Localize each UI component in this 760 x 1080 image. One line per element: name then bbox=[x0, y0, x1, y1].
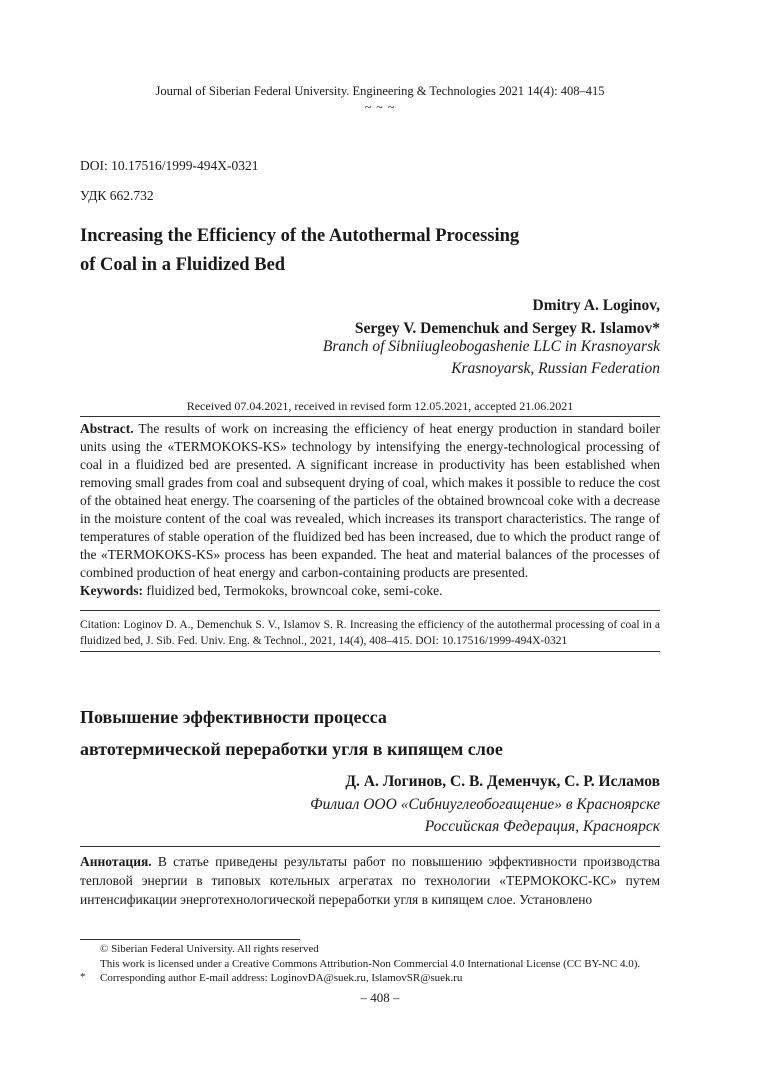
ru-affiliation-line-1: Филиал ООО «Сибниуглеобогащение» в Красноярске bbox=[310, 796, 660, 813]
ru-abstract bbox=[80, 852, 660, 909]
ru-title-line-2: автотермической переработки угля в кипящем слое bbox=[80, 739, 503, 759]
keywords-text: fluidized bed, Termokoks, browncoal coke, semi-coke. bbox=[143, 583, 443, 598]
footnote-rule bbox=[80, 939, 300, 940]
citation-top-rule bbox=[80, 610, 660, 611]
paper-title bbox=[80, 222, 640, 280]
citation-bottom-rule bbox=[80, 651, 660, 652]
footnote-copyright: © Siberian Federal University. All rights reserved bbox=[100, 943, 319, 955]
paper-title-line-1: Increasing the Efficiency of the Autothermal Processing bbox=[80, 226, 520, 246]
header-ornament: ~ ~ ~ bbox=[364, 100, 396, 114]
affiliation bbox=[323, 336, 660, 380]
ru-abstract-text: В статье приведены результаты работ по повышению эффективности производства тепловой энергии в типовых котельных агрегатах по технологии «ТЕРМОКОКС-КС» путем интенсификации энерготехнологической переработки угля в кипящем слое. Установлено bbox=[80, 854, 660, 907]
ru-title bbox=[80, 701, 680, 765]
page-number: – 408 – bbox=[360, 990, 400, 1005]
footnote-license: This work is licensed under a Creative Commons Attribution-Non Commercial 4.0 International License (CC BY-NC 4.0). bbox=[100, 958, 641, 970]
affiliation-line-1: Branch of Sibniiugleobogashenie LLC in Krasnoyarsk bbox=[322, 338, 660, 355]
abstract bbox=[80, 420, 660, 582]
udk: УДК 662.732 bbox=[80, 188, 154, 203]
ru-affiliation-line-2: Российская Федерация, Красноярск bbox=[424, 818, 660, 835]
keywords bbox=[80, 583, 660, 599]
ru-authors: Д. А. Логинов, С. В. Деменчук, С. Р. Исламов bbox=[345, 773, 660, 790]
ru-title-line-1: Повышение эффективности процесса bbox=[80, 707, 387, 727]
abstract-top-rule bbox=[80, 416, 660, 417]
footnote-star: * bbox=[80, 971, 86, 983]
footnote-corresponding: Corresponding author E-mail address: LoginovDA@suek.ru, IslamovSR@suek.ru bbox=[100, 972, 463, 984]
ru-abstract-label: Аннотация. bbox=[80, 854, 152, 869]
authors-line-2: Sergey V. Demenchuk and Sergey R. Islamov* bbox=[354, 320, 660, 337]
ru-abstract-top-rule bbox=[80, 846, 660, 847]
ru-affiliation bbox=[310, 794, 660, 838]
received-dates: Received 07.04.2021, received in revised form 12.05.2021, accepted 21.06.2021 bbox=[186, 399, 574, 413]
doi: DOI: 10.17516/1999-494X-0321 bbox=[80, 158, 259, 173]
authors bbox=[355, 294, 660, 340]
keywords-label: Keywords: bbox=[80, 583, 143, 598]
affiliation-line-2: Krasnoyarsk, Russian Federation bbox=[451, 360, 660, 377]
abstract-label: Abstract. bbox=[80, 421, 134, 436]
journal-header: Journal of Siberian Federal University. Engineering & Technologies 2021 14(4): 408–415 bbox=[155, 84, 605, 98]
abstract-text: The results of work on increasing the efficiency of heat energy production in standard boiler units using the «TERMOKOKS-KS» technology by intensifying the energy-technological processing of coal in a fluidized bed are presented. A significant increase in productivity has been established when removing small grades from coal and subsequent drying of coal, which makes it possible to reduce the cost of the obtained heat energy. The coarsening of the particles of the obtained browncoal coke with a decrease in the moisture content of the coal was revealed, which increases its transport characteristics. The range of temperatures of stable operation of the fluidized bed has been increased, due to which the product range of the «TERMOKOKS-KS» process has been expanded. The heat and material balances of the processes of combined production of heat energy and carbon-containing products are presented. bbox=[80, 421, 660, 580]
paper-title-line-2: of Coal in a Fluidized Bed bbox=[80, 255, 286, 275]
authors-line-1: Dmitry A. Loginov, bbox=[532, 297, 660, 314]
citation: Citation: Loginov D. A., Demenchuk S. V., Islamov S. R. Increasing the efficiency of the autothermal processing of coal in a fluidized bed, J. Sib. Fed. Univ. Eng. & Technol., 2021, 14(4), 408–415. DOI: 10.17516/1999-494X-0321 bbox=[80, 619, 660, 647]
